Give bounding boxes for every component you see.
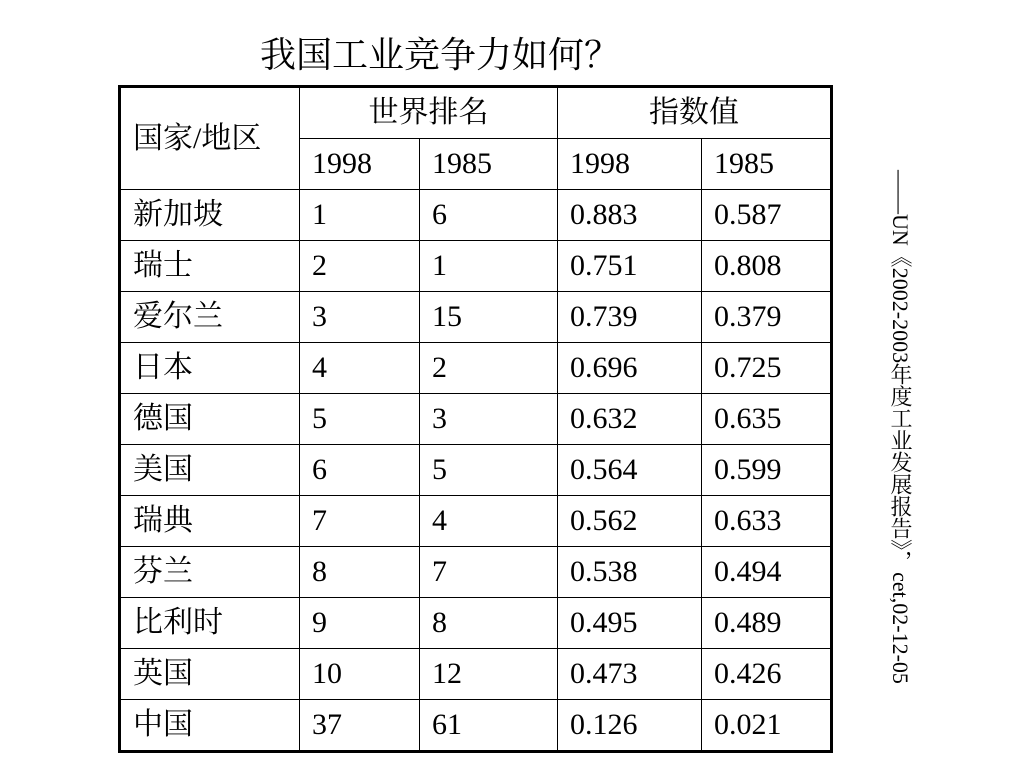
rank-1998-cell: 2 bbox=[300, 241, 420, 292]
rank-1998-cell: 3 bbox=[300, 292, 420, 343]
rank-1998-cell: 5 bbox=[300, 394, 420, 445]
rank-1985-cell: 4 bbox=[420, 496, 558, 547]
index-1985-cell: 0.633 bbox=[702, 496, 832, 547]
rank-1998-cell: 37 bbox=[300, 700, 420, 752]
index-1985-cell: 0.021 bbox=[702, 700, 832, 752]
rank-1985-cell: 61 bbox=[420, 700, 558, 752]
index-1998-cell: 0.751 bbox=[558, 241, 702, 292]
index-1998-cell: 0.495 bbox=[558, 598, 702, 649]
rank-1985-cell: 3 bbox=[420, 394, 558, 445]
table-body bbox=[120, 190, 832, 752]
table-header-row bbox=[120, 87, 832, 139]
table-row bbox=[120, 241, 832, 292]
index-1985-header: 1985 bbox=[702, 139, 832, 190]
rank-1985-cell: 6 bbox=[420, 190, 558, 241]
rank-1998-cell: 1 bbox=[300, 190, 420, 241]
country-cell: 英国 bbox=[120, 649, 300, 700]
index-1985-cell: 0.489 bbox=[702, 598, 832, 649]
rank-1985-cell: 1 bbox=[420, 241, 558, 292]
country-column-header: 国家/地区 bbox=[120, 87, 300, 190]
index-1985-cell: 0.587 bbox=[702, 190, 832, 241]
country-cell: 德国 bbox=[120, 394, 300, 445]
table-row bbox=[120, 547, 832, 598]
index-1998-cell: 0.562 bbox=[558, 496, 702, 547]
index-1985-cell: 0.379 bbox=[702, 292, 832, 343]
country-cell: 瑞士 bbox=[120, 241, 300, 292]
world-rank-group-header: 世界排名 bbox=[300, 87, 558, 139]
index-1998-cell: 0.632 bbox=[558, 394, 702, 445]
country-cell: 新加坡 bbox=[120, 190, 300, 241]
rank-1998-header: 1998 bbox=[300, 139, 420, 190]
country-cell: 比利时 bbox=[120, 598, 300, 649]
country-cell: 芬兰 bbox=[120, 547, 300, 598]
index-1985-cell: 0.599 bbox=[702, 445, 832, 496]
index-1998-cell: 0.739 bbox=[558, 292, 702, 343]
country-cell: 瑞典 bbox=[120, 496, 300, 547]
table-row bbox=[120, 190, 832, 241]
table-row bbox=[120, 598, 832, 649]
index-1998-header: 1998 bbox=[558, 139, 702, 190]
competitiveness-table bbox=[118, 85, 833, 753]
table-row bbox=[120, 649, 832, 700]
index-1998-cell: 0.564 bbox=[558, 445, 702, 496]
rank-1985-cell: 2 bbox=[420, 343, 558, 394]
rank-1985-cell: 7 bbox=[420, 547, 558, 598]
country-cell: 日本 bbox=[120, 343, 300, 394]
table-row bbox=[120, 700, 832, 752]
index-1998-cell: 0.126 bbox=[558, 700, 702, 752]
index-value-group-header: 指数值 bbox=[558, 87, 832, 139]
rank-1998-cell: 7 bbox=[300, 496, 420, 547]
rank-1985-header: 1985 bbox=[420, 139, 558, 190]
rank-1998-cell: 10 bbox=[300, 649, 420, 700]
index-1985-cell: 0.808 bbox=[702, 241, 832, 292]
country-cell: 中国 bbox=[120, 700, 300, 752]
country-cell: 爱尔兰 bbox=[120, 292, 300, 343]
index-1985-cell: 0.635 bbox=[702, 394, 832, 445]
country-cell: 美国 bbox=[120, 445, 300, 496]
rank-1998-cell: 4 bbox=[300, 343, 420, 394]
rank-1985-cell: 12 bbox=[420, 649, 558, 700]
index-1998-cell: 0.473 bbox=[558, 649, 702, 700]
index-1985-cell: 0.426 bbox=[702, 649, 832, 700]
table-row bbox=[120, 496, 832, 547]
table-row bbox=[120, 292, 832, 343]
source-citation: ——UN《2002-2003年度工业发展报告》，cet,02-12-05 bbox=[888, 170, 913, 684]
index-1985-cell: 0.494 bbox=[702, 547, 832, 598]
index-1998-cell: 0.538 bbox=[558, 547, 702, 598]
index-1998-cell: 0.883 bbox=[558, 190, 702, 241]
table-row bbox=[120, 445, 832, 496]
index-1998-cell: 0.696 bbox=[558, 343, 702, 394]
rank-1985-cell: 5 bbox=[420, 445, 558, 496]
rank-1998-cell: 9 bbox=[300, 598, 420, 649]
rank-1985-cell: 8 bbox=[420, 598, 558, 649]
rank-1985-cell: 15 bbox=[420, 292, 558, 343]
rank-1998-cell: 8 bbox=[300, 547, 420, 598]
table-row bbox=[120, 394, 832, 445]
page-title: 我国工业竞争力如何？ bbox=[260, 35, 621, 76]
table-row bbox=[120, 343, 832, 394]
index-1985-cell: 0.725 bbox=[702, 343, 832, 394]
rank-1998-cell: 6 bbox=[300, 445, 420, 496]
